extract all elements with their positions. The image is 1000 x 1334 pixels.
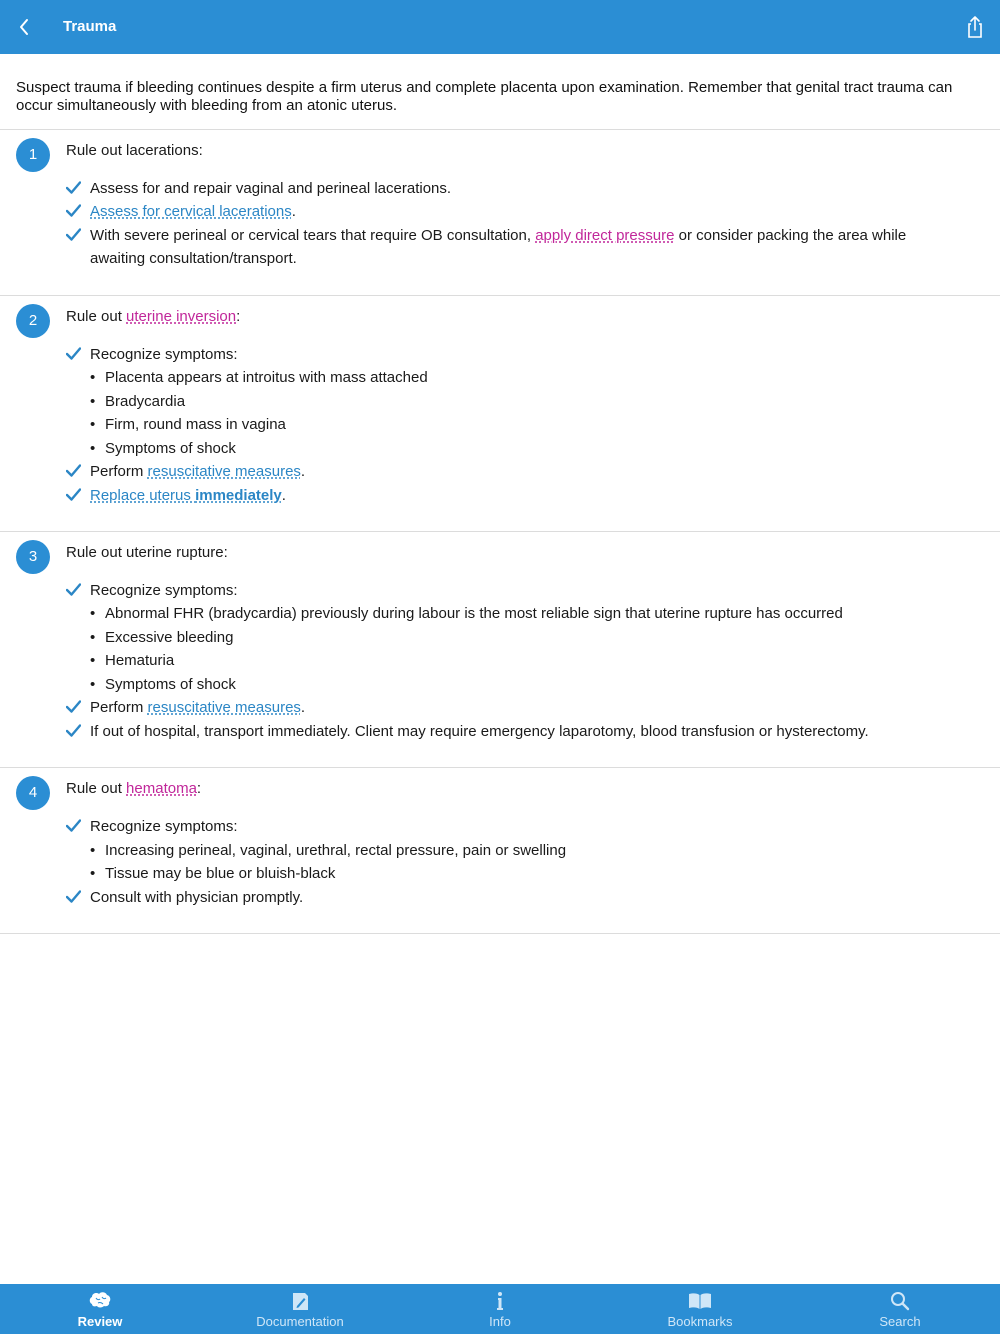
tab-review[interactable] — [0, 1284, 200, 1334]
chevron-left-icon — [14, 13, 42, 41]
tab-bar — [0, 1284, 1000, 1334]
checkmark-icon — [66, 724, 81, 737]
intro-text: Suspect trauma if bleeding continues despite a firm uterus and complete placenta upon examination. Remember that genital tract trauma can occur simultaneously with bleeding from an atonic uterus. — [16, 79, 953, 114]
checkmark-icon — [66, 488, 81, 501]
step-title: Rule out lacerations: — [66, 142, 203, 159]
uterine-inversion-link[interactable]: uterine inversion — [126, 308, 237, 325]
resuscitative-measures-link[interactable]: resuscitative measures — [147, 699, 301, 716]
step-number-badge: 3 — [16, 540, 50, 574]
divider — [0, 295, 1000, 296]
tab-label: Info — [489, 1314, 511, 1329]
step-number-badge: 4 — [16, 776, 50, 810]
search-icon — [888, 1290, 912, 1312]
step-number-badge: 1 — [16, 138, 50, 172]
step-title: Rule out uterine rupture: — [66, 544, 228, 561]
checklist-text: Recognize symptoms: — [90, 818, 238, 835]
tab-label: Documentation — [256, 1314, 344, 1329]
checkmark-icon — [66, 228, 81, 241]
tab-bookmarks[interactable] — [600, 1284, 800, 1334]
tab-label: Review — [77, 1314, 123, 1329]
brain-icon — [88, 1290, 112, 1312]
hematoma-link[interactable]: hematoma — [126, 780, 197, 797]
checkmark-icon — [66, 700, 81, 713]
info-icon — [488, 1290, 512, 1312]
open-book-icon — [688, 1290, 712, 1312]
tab-label: Search — [879, 1314, 921, 1329]
checklist-text: Recognize symptoms: — [90, 346, 238, 363]
checkmark-icon — [66, 890, 81, 903]
step-title: Rule out hematoma: — [66, 780, 202, 797]
step-number-badge: 2 — [16, 304, 50, 338]
share-button[interactable] — [962, 14, 988, 40]
tab-documentation[interactable] — [200, 1284, 400, 1334]
step-title: Rule out uterine inversion: — [66, 308, 241, 325]
divider — [0, 129, 1000, 130]
checklist-item: With severe perineal or cervical tears that require OB consultation, apply direct pressure or consider packing the area while awaiting consultation/transport. — [66, 224, 966, 270]
checkmark-icon — [66, 583, 81, 596]
apply-direct-pressure-link[interactable]: apply direct pressure — [535, 227, 675, 244]
share-icon — [962, 14, 988, 40]
checkmark-icon — [66, 464, 81, 477]
page-title: Trauma — [63, 18, 117, 35]
cervical-lacerations-link[interactable]: Assess for cervical lacerations — [90, 203, 292, 220]
document-pen-icon — [288, 1290, 312, 1312]
checkmark-icon — [66, 819, 81, 832]
checkmark-icon — [66, 181, 81, 194]
tab-label: Bookmarks — [667, 1314, 733, 1329]
tab-search[interactable] — [800, 1284, 1000, 1334]
divider — [0, 933, 1000, 934]
back-button[interactable] — [14, 13, 42, 41]
checkmark-icon — [66, 204, 81, 217]
replace-uterus-link[interactable]: Replace uterus immediately — [90, 487, 282, 504]
checklist-text: Recognize symptoms: — [90, 582, 238, 599]
checklist-text: Assess for and repair vaginal and perineal lacerations. — [90, 180, 452, 197]
checklist-text: If out of hospital, transport immediately. Client may require emergency laparotomy, blood transfusion or hysterectomy. — [90, 723, 869, 740]
tab-info[interactable] — [400, 1284, 600, 1334]
resuscitative-measures-link[interactable]: resuscitative measures — [147, 463, 301, 480]
checkmark-icon — [66, 347, 81, 360]
divider — [0, 767, 1000, 768]
checklist-text: Consult with physician promptly. — [90, 889, 304, 906]
divider — [0, 531, 1000, 532]
navigation-bar — [0, 0, 1000, 54]
